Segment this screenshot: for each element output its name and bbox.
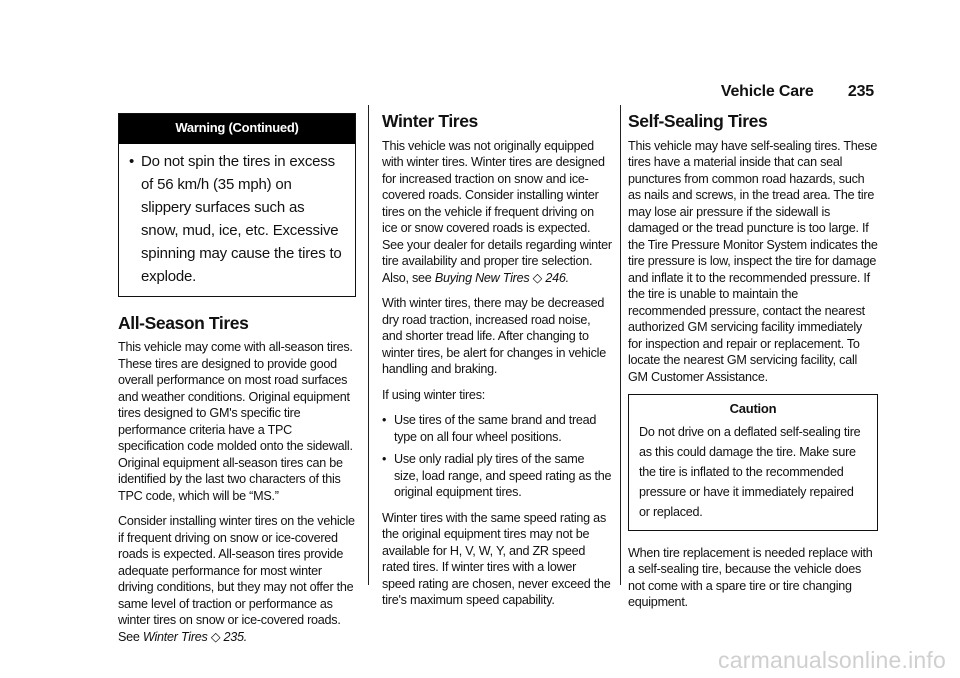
bullet-icon bbox=[129, 150, 141, 288]
list-item bbox=[382, 451, 612, 501]
winter-paragraph: Winter tires with the same speed rating as the original equipment tires may not be available for H, V, W, Y, and ZR speed rated tires. If winter tires with a lower speed rating are chosen, never exceed the tire's maximum speed capability. bbox=[382, 510, 611, 607]
list-item bbox=[129, 150, 345, 288]
bullet-icon bbox=[382, 412, 394, 445]
page-ref-icon: ◇ bbox=[210, 629, 221, 644]
page-number: 235 bbox=[847, 83, 874, 100]
caution-text: Do not drive on a deflated self-sealing tire as this could damage the tire. Make sure the tire is inflated to the recommended pressure or have it immediately repaired or replaced. bbox=[639, 424, 861, 519]
warning-box bbox=[118, 113, 356, 297]
self-sealing-heading: Self-Sealing Tires bbox=[628, 111, 768, 131]
list-item bbox=[382, 412, 612, 445]
winter-tires-heading: Winter Tires bbox=[382, 111, 478, 131]
bullet-icon bbox=[382, 451, 394, 501]
caution-title: Caution bbox=[729, 401, 777, 416]
winter-tires-link[interactable]: Winter Tires bbox=[142, 629, 208, 644]
paragraph-text: This vehicle was not originally equipped with winter tires. Winter tires are designed for increased traction on snow and ice-covered roads. Consider installing winter tires on the vehicle if frequent driving on ice or snow covered roads is expected. See your dealer for details regarding winter tire availability and proper tire selection. Also, see bbox=[382, 138, 612, 285]
page-ref[interactable]: 235. bbox=[223, 629, 248, 644]
all-season-paragraph: This vehicle may come with all-season tires. These tires are designed to provide good overall performance on most road surfaces and weather conditions. Original equipment tires designed to GM's specific tire performance criteria have a TPC specification code molded onto the sidewall. Original equipment all-season tires can be identified by the last two characters of this TPC code, which will be “MS.” bbox=[118, 340, 353, 503]
list-item-text: Use only radial ply tires of the same size, load range, and speed rating as the original equipment tires. bbox=[394, 452, 612, 499]
winter-bullet-list bbox=[382, 412, 612, 501]
column-middle bbox=[382, 113, 612, 618]
column-divider bbox=[368, 105, 369, 585]
column-divider bbox=[620, 105, 621, 585]
self-sealing-paragraph: This vehicle may have self-sealing tires. These tires have a material inside that can seal punctures from common road hazards, such as nails and screws, in the tread area. The tire may lose air pressure if the sidewall is damaged or the tread puncture is too large. If the Tire Pressure Monitor System indicates the tire pressure is low, inspect the tire for damage and inflate it to the recommended pressure. If the tire is unable to maintain the recommended pressure, contact the nearest authorized GM servicing facility immediately for inspection and repair or replacement. To locate the nearest GM servicing facility, call GM Customer Assistance. bbox=[628, 138, 878, 384]
winter-paragraph: With winter tires, there may be decreased dry road traction, increased road noise, and shorter tread life. After changing to winter tires, be alert for changes in vehicle handling and braking. bbox=[382, 296, 606, 376]
warning-text: Do not spin the tires in excess of 56 km/h (35 mph) on slippery surfaces such as snow, mud, ice, etc. Excessive spinning may cause the tires to explode. bbox=[141, 152, 342, 285]
column-right bbox=[628, 113, 878, 620]
warning-title: Warning (Continued) bbox=[119, 114, 355, 144]
column-left bbox=[118, 113, 356, 654]
section-title: Vehicle Care bbox=[720, 83, 814, 100]
self-sealing-paragraph: When tire replacement is needed replace with a self-sealing tire, because the vehicle does not come with a spare tire or tire changing equipment. bbox=[628, 545, 873, 609]
warning-body bbox=[119, 144, 355, 296]
page-ref-icon: ◇ bbox=[532, 270, 543, 285]
page-ref[interactable]: 246. bbox=[545, 270, 569, 285]
buying-new-tires-link[interactable]: Buying New Tires bbox=[434, 270, 530, 285]
all-season-paragraph bbox=[118, 513, 356, 645]
list-item-text: Use tires of the same brand and tread type on all four wheel positions. bbox=[394, 413, 597, 444]
caution-box bbox=[628, 394, 878, 531]
winter-paragraph: If using winter tires: bbox=[382, 387, 485, 402]
all-season-heading: All-Season Tires bbox=[118, 312, 249, 333]
watermark: carmanualsonline.info bbox=[718, 647, 946, 673]
page-header bbox=[721, 83, 874, 101]
paragraph-text: Consider installing winter tires on the vehicle if frequent driving on snow or ice-covered roads is expected. All-season tires provide adequate performance for most winter driving conditions, but they may not offer the same level of traction or performance as winter tires on snow or ice-covered roads. See bbox=[118, 514, 355, 644]
winter-paragraph bbox=[382, 138, 612, 287]
